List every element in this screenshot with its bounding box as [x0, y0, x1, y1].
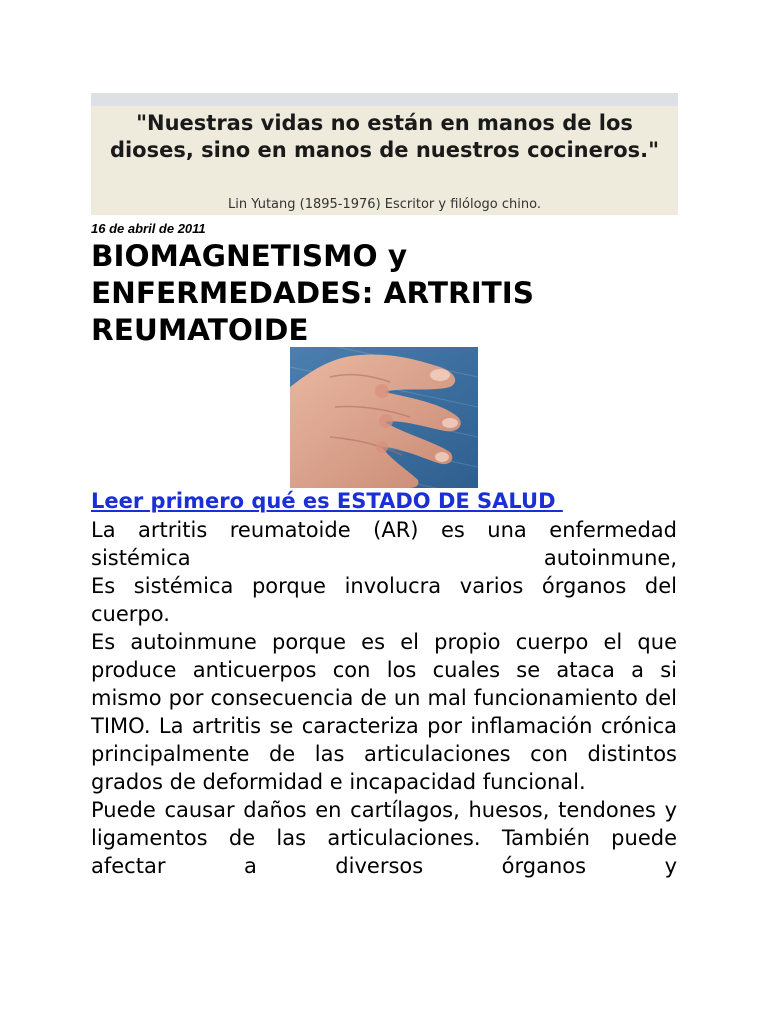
post-title: BIOMAGNETISMO y ENFERMEDADES: ARTRITIS REUMATOIDE: [91, 239, 535, 347]
body-paragraph: Es sistémica porque involucra varios órganos del cuerpo.: [91, 574, 677, 626]
header-quote: "Nuestras vidas no están en manos de los dioses, sino en manos de nuestros cocineros.": [109, 111, 660, 162]
body-paragraph: La artritis reumatoide (AR) es una enfermedad sistémica autoinmune,: [91, 518, 677, 570]
body-paragraph: Puede causar daños en cartílagos, huesos, tendones y ligamentos de las articulaciones. También puede afectar a diversos órganos y: [91, 798, 677, 878]
body-paragraph: Es autoinmune porque es el propio cuerpo el que produce anticuerpos con los cuales se ataca a si mismo por consecuencia de un mal funcionamiento del TIMO. La artritis se caracteriza por inflamación crónica principalmente de las articulaciones con distintos grados de deformidad e incapacidad funcional.: [91, 630, 677, 794]
read-first-estado-de-salud-link[interactable]: Leer primero qué es ESTADO DE SALUD: [91, 489, 563, 513]
post-date: 16 de abril de 2011: [91, 221, 206, 236]
hand-photo-illustration: [290, 347, 478, 488]
quote-attribution: Lin Yutang (1895-1976) Escritor y filólogo chino.: [228, 197, 541, 212]
header-top-stripe: [91, 93, 678, 106]
quote-header: [91, 93, 678, 215]
arthritis-hand-image: [290, 347, 478, 488]
post-body: [91, 516, 677, 880]
